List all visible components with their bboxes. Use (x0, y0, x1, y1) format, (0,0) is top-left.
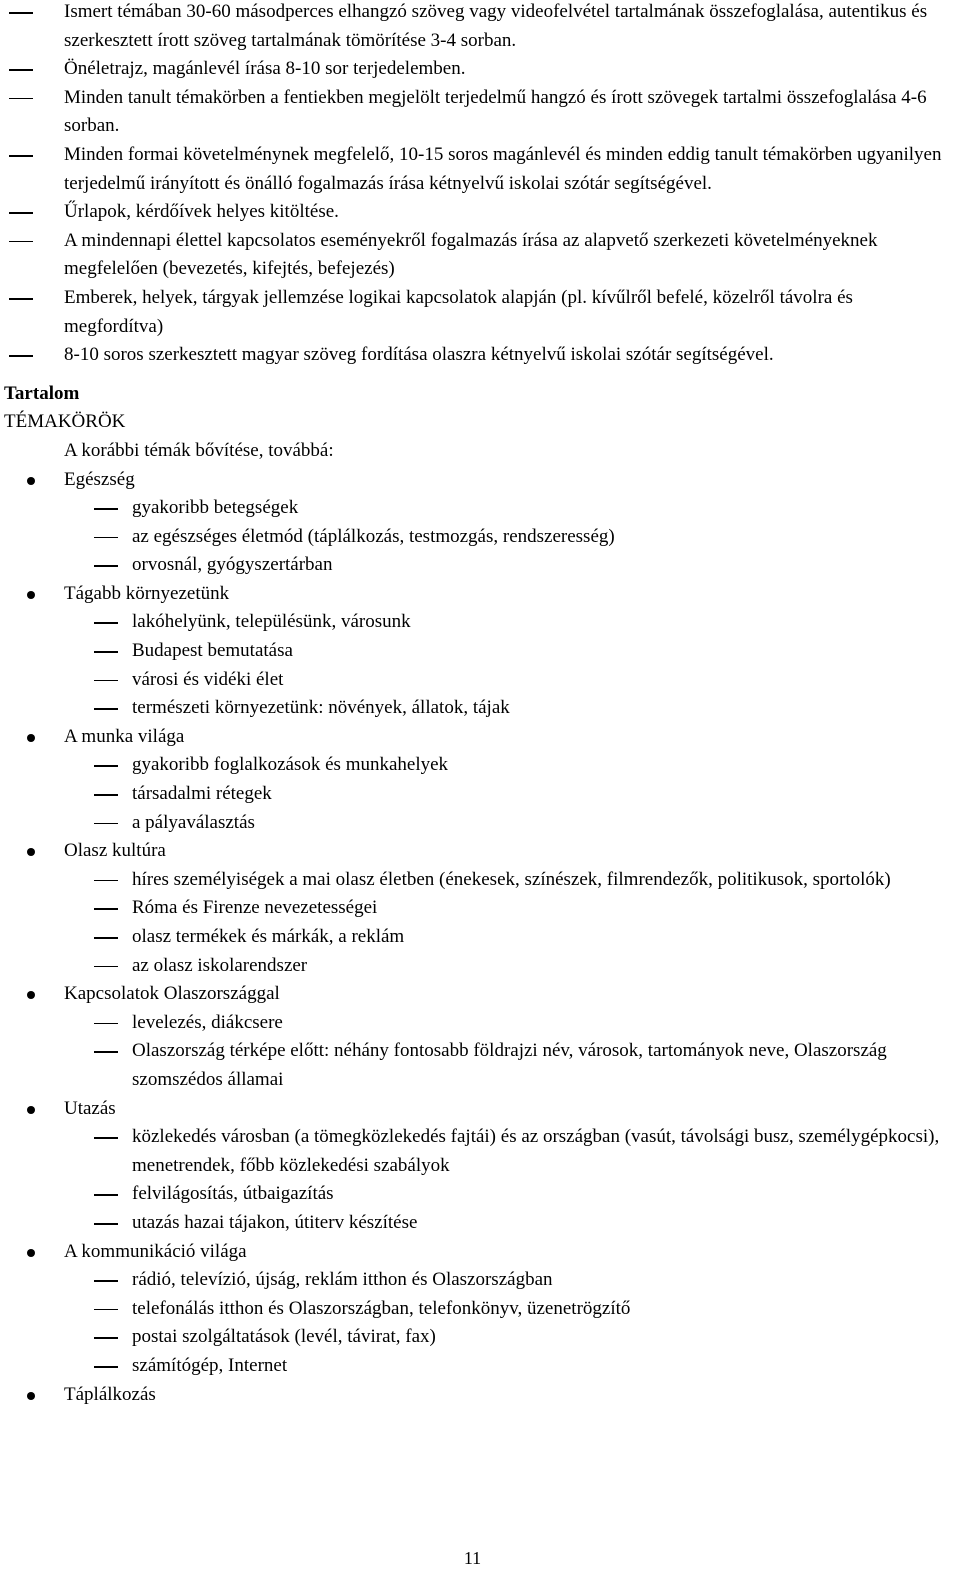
subtopic-item: felvilágosítás, útbaigazítás (0, 1180, 960, 1209)
topic-group (0, 1095, 960, 1238)
subtopic-list (0, 866, 960, 980)
requirement-item: Ismert témában 30-60 másodperces elhangzó szöveg vagy videofelvétel tartalmának összefoglalása, autentikus és szerkesztett írott szöveg tartalmának tömörítése 3-4 sorban. (0, 0, 960, 55)
topic-group (0, 723, 960, 837)
subtopic-list (0, 608, 960, 722)
topic-title: A kommunikáció világa (0, 1238, 960, 1267)
requirement-item: Űrlapok, kérdőívek helyes kitöltése. (0, 198, 960, 227)
requirement-item: Minden formai követelménynek megfelelő, 10-15 soros magánlevél és minden eddig tanult témakörben ugyanilyen terjedelmű irányított és önálló fogalmazás írása kétnyelvű iskolai szótár segítségével. (0, 141, 960, 198)
page-number: 11 (463, 1548, 482, 1568)
subtopic-item: híres személyiségek a mai olasz életben (énekesek, színészek, filmrendezők, politikusok, sportolók) (0, 866, 960, 895)
requirements-list (0, 0, 960, 370)
subtopic-list (0, 751, 960, 837)
subtopic-item: gyakoribb betegségek (0, 494, 960, 523)
requirement-item: A mindennapi élettel kapcsolatos eseményekről fogalmazás írása az alapvető szerkezeti követelményeknek megfelelően (bevezetés, kifejtés, befejezés) (0, 227, 960, 284)
topic-title: Egészség (0, 466, 960, 495)
subtopic-item: rádió, televízió, újság, reklám itthon és Olaszországban (0, 1266, 960, 1295)
subtopic-item: városi és vidéki élet (0, 666, 960, 695)
subtopic-item: orvosnál, gyógyszertárban (0, 551, 960, 580)
subtopic-item: Róma és Firenze nevezetességei (0, 894, 960, 923)
subtopic-list (0, 1123, 960, 1237)
topics-list (0, 466, 960, 1410)
topic-title: Olasz kultúra (0, 837, 960, 866)
topics-heading: TÉMAKÖRÖK (4, 411, 126, 433)
subtopic-item: közlekedés városban (a tömegközlekedés fajtái) és az országban (vasút, távolsági busz, személygépkocsi), menetrendek, főbb közlekedési szabályok (0, 1123, 960, 1180)
subtopic-item: olasz termékek és márkák, a reklám (0, 923, 960, 952)
topic-group (0, 1381, 960, 1410)
topic-group (0, 466, 960, 580)
requirement-item: Emberek, helyek, tárgyak jellemzése logikai kapcsolatok alapján (pl. kívűlről befelé, közelről távolra és megfordítva) (0, 284, 960, 341)
topic-title: Kapcsolatok Olaszországgal (0, 980, 960, 1009)
topic-title: Táplálkozás (0, 1381, 960, 1410)
topic-title: Tágabb környezetünk (0, 580, 960, 609)
subtopic-item: levelezés, diákcsere (0, 1009, 960, 1038)
topic-group (0, 837, 960, 980)
topic-group (0, 1238, 960, 1381)
topic-group (0, 980, 960, 1094)
requirement-item: Minden tanult témakörben a fentiekben megjelölt terjedelmű hangzó és írott szövegek tartalmi összefoglalása 4-6 sorban. (0, 84, 960, 141)
subtopic-item: Budapest bemutatása (0, 637, 960, 666)
requirement-item: 8-10 soros szerkesztett magyar szöveg fordítása olaszra kétnyelvű iskolai szótár segítségével. (0, 341, 960, 370)
topic-title: Utazás (0, 1095, 960, 1124)
subtopic-item: lakóhelyünk, településünk, városunk (0, 608, 960, 637)
subtopic-item: telefonálás itthon és Olaszországban, telefonkönyv, üzenetrögzítő (0, 1295, 960, 1324)
subtopic-list (0, 494, 960, 580)
topic-title: A munka világa (0, 723, 960, 752)
subtopic-item: társadalmi rétegek (0, 780, 960, 809)
topics-intro: A korábbi témák bővítése, továbbá: (64, 439, 334, 461)
subtopic-list (0, 1266, 960, 1380)
topic-group (0, 580, 960, 723)
subtopic-item: számítógép, Internet (0, 1352, 960, 1381)
subtopic-item: postai szolgáltatások (levél, távirat, fax) (0, 1323, 960, 1352)
subtopic-item: utazás hazai tájakon, útiterv készítése (0, 1209, 960, 1238)
subtopic-item: az olasz iskolarendszer (0, 952, 960, 981)
subtopic-item: gyakoribb foglalkozások és munkahelyek (0, 751, 960, 780)
subtopic-item: Olaszország térképe előtt: néhány fontosabb földrajzi név, városok, tartományok neve, Olaszország szomszédos államai (0, 1037, 960, 1094)
content-heading: Tartalom (4, 382, 80, 404)
subtopic-item: természeti környezetünk: növények, állatok, tájak (0, 694, 960, 723)
subtopic-item: az egészséges életmód (táplálkozás, testmozgás, rendszeresség) (0, 523, 960, 552)
subtopic-item: a pályaválasztás (0, 809, 960, 838)
requirement-item: Önéletrajz, magánlevél írása 8-10 sor terjedelemben. (0, 55, 960, 84)
subtopic-list (0, 1009, 960, 1095)
